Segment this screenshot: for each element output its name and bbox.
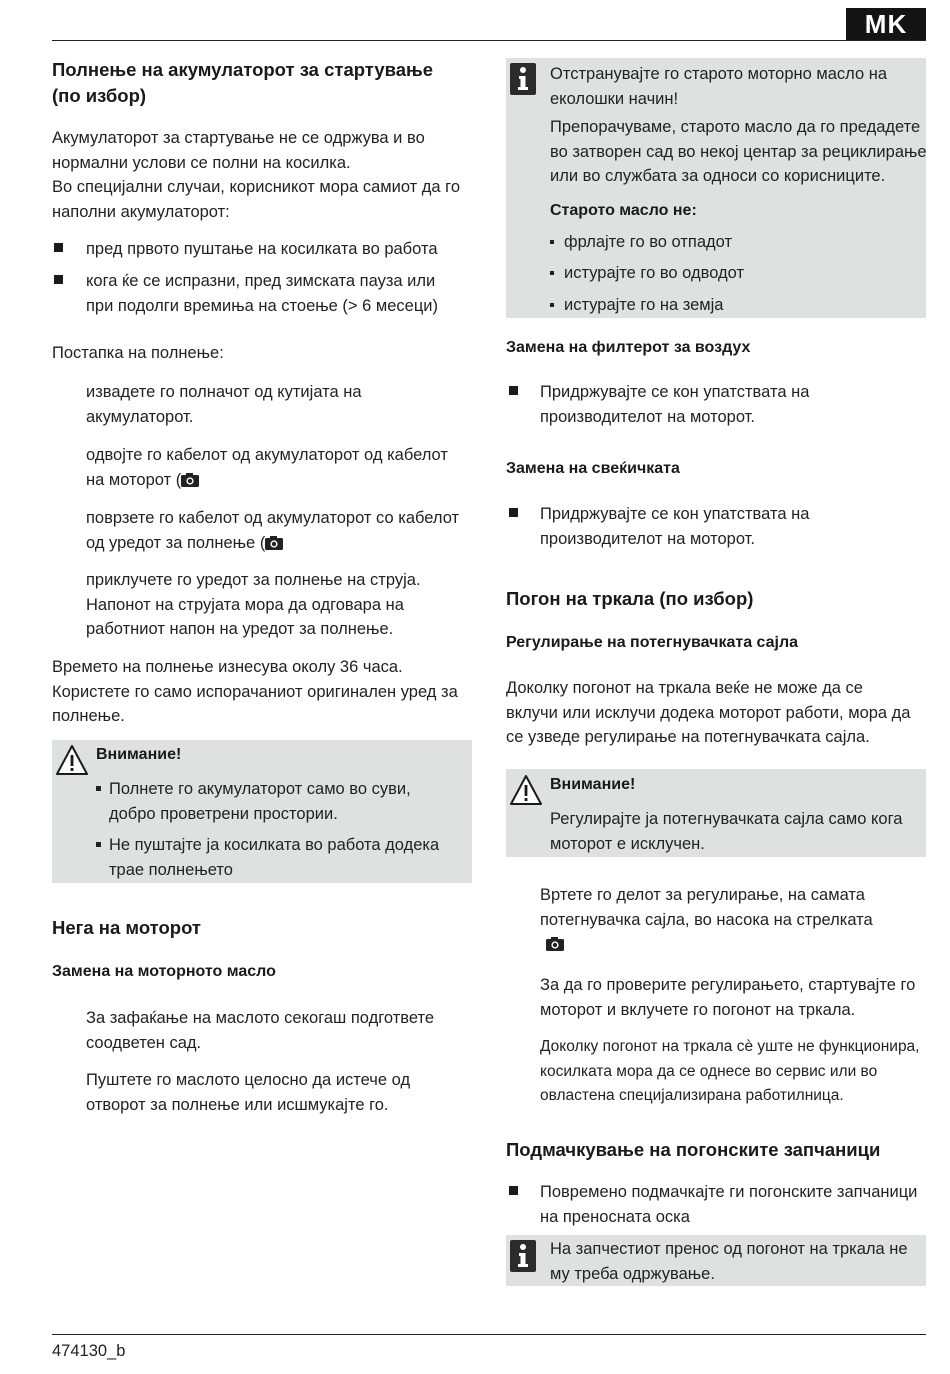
info-list-item [550, 230, 732, 255]
text-line: Придржувајте се кон упатствата на [540, 383, 810, 401]
text-line: моторот е исклучен. [550, 834, 705, 853]
text-line: Пуштете го маслото целосно да истече од [86, 1071, 411, 1089]
bullet-square [96, 786, 101, 791]
text-line: во затворен сад во некој центар за рециклирање [550, 142, 927, 161]
text-line: Доколку погонот на тркала веќе не може да се [506, 679, 863, 697]
text-line: потегнувачка сајла, во насока на стрелката [540, 910, 873, 929]
text-line: За зафаќање на маслото секогаш подгответе [86, 1009, 435, 1027]
bullet-square [54, 243, 63, 252]
intro-paragraph [52, 126, 460, 224]
procedure-step [86, 443, 448, 492]
text-segment: истурајте го во одводот [564, 264, 745, 282]
procedure-step [86, 568, 421, 642]
warning-text [550, 807, 902, 856]
text-line: моторот и вклучете го погонот на тркала. [540, 1000, 856, 1019]
text-line: одвојте го кабелот од акумулаторот од кабелот [86, 446, 448, 464]
text-line: му треба одржување. [550, 1264, 715, 1283]
text-line: Напонот на струјата мора да одговара на [86, 595, 404, 614]
text-line: Вртете го делот за регулирање, на самата [540, 886, 865, 904]
text-line: отворот за полнење или исшмукајте го. [86, 1095, 389, 1114]
text-segment: на моторот ( [86, 470, 182, 489]
header-rule [52, 40, 926, 41]
subsection-title-oil: Замена на моторното масло [52, 963, 276, 980]
drive-paragraph [506, 676, 910, 750]
text-line: Доколку погонот на тркала сè уште не функционира, [540, 1038, 920, 1055]
text-line: добро проветрени простории. [109, 804, 338, 823]
text-segment: Полнете го акумулаторот само во суви, [109, 780, 411, 798]
info-text [550, 115, 927, 189]
text-line [540, 932, 873, 957]
text-line: при подолги времиња на стоење (> 6 месеци) [86, 296, 438, 315]
bullet-square [550, 271, 554, 275]
text-line: Регулирајте ја потегнувачката сајла само кога [550, 810, 903, 828]
text-line: Времето на полнење изнесува околу 36 часа. [52, 658, 403, 676]
bullet-item [540, 380, 809, 429]
text-line: трае полнењето [109, 860, 233, 879]
camera-icon [265, 536, 283, 550]
bullet-square [550, 303, 554, 307]
info-icon [510, 1240, 536, 1272]
text-line: вклучи или исклучи додека моторот работи, мора да [506, 703, 911, 722]
text-line: На запчестиот пренос од погонот на тркала не [550, 1240, 908, 1258]
text-line: нормални услови се полни на косилка. [52, 153, 351, 172]
text-line: За да го проверите регулирањето, стартувајте го [540, 976, 916, 994]
info-list-item [550, 293, 723, 318]
text-line: Повремено подмачкајте ги погонските запчаници [540, 1183, 918, 1201]
bullet-item [540, 1180, 917, 1229]
bullet-square [550, 240, 554, 244]
camera-icon [181, 473, 199, 487]
text-segment: Не пуштајте ја косилката во работа додека [109, 836, 440, 854]
adjust-step [540, 883, 873, 957]
subsection-title-spark-plug: Замена на свеќичката [506, 460, 680, 477]
document-number: 474130_b [52, 1342, 126, 1360]
bullet-square [509, 508, 518, 517]
warning-item [96, 777, 411, 826]
procedure-label: Постапка на полнење: [52, 344, 224, 362]
text-line: полнење. [52, 707, 125, 725]
text-line: Акумулаторот за стартување не се одржува и во [52, 129, 425, 147]
text-line: еколошки начин! [550, 89, 679, 108]
text-line: производителот на моторот. [540, 407, 755, 426]
subsection-title-cable: Регулирање на потегнувачката сајла [506, 634, 799, 651]
text-line: извадете го полначот од кутијата на [86, 383, 362, 401]
text-line: кога ќе се испразни, пред зимската пауза или [86, 272, 436, 290]
procedure-step [86, 380, 362, 429]
section-title-line: Полнење на акумулаторот за стартување [52, 59, 434, 80]
subsection-title-air-filter: Замена на филтерот за воздух [506, 339, 751, 356]
text-line: наполни акумулаторот: [52, 202, 230, 221]
text-line: производителот на моторот. [540, 529, 755, 548]
adjust-step [540, 1035, 920, 1109]
text-line [96, 777, 411, 802]
adjust-step [540, 973, 915, 1022]
text-line: приклучете го уредот за полнење на струја. [86, 571, 421, 589]
text-line: Придржувајте се кон упатствата на [540, 505, 810, 523]
info-text [550, 1237, 908, 1286]
charge-time-paragraph [52, 655, 458, 729]
text-line: Во специјални случаи, корисникот мора самиот да го [52, 178, 460, 196]
bullet-square [96, 842, 101, 847]
bullet-item [540, 502, 809, 551]
section-title-gear-lubrication: Подмачкување на погонските запчаници [506, 1139, 881, 1160]
bullet-square [54, 275, 63, 284]
warning-title: Внимание! [550, 776, 636, 793]
section-title-battery [52, 57, 433, 109]
text-line [86, 531, 459, 556]
bullet-square [509, 1186, 518, 1195]
text-line: или во службата за односи со корисниците. [550, 167, 886, 185]
warning-title: Внимание! [96, 746, 182, 763]
footer-rule [52, 1334, 926, 1335]
text-line: соодветен сад. [86, 1033, 202, 1052]
camera-icon [546, 937, 564, 951]
info-text [550, 62, 887, 111]
info-icon [510, 63, 536, 95]
text-line: Користете го само испорачаниот оригинален уред за [52, 682, 458, 701]
warning-item [96, 833, 439, 882]
procedure-step [86, 506, 459, 555]
text-segment: од уредот за полнење ( [86, 533, 266, 552]
oil-step [86, 1068, 410, 1117]
bullet-item [86, 237, 438, 262]
text-segment: фрлајте го во отпадот [564, 233, 733, 251]
warning-triangle-icon [55, 744, 89, 776]
language-badge: MK [846, 8, 926, 41]
oil-step [86, 1006, 434, 1055]
text-line: овластена специјализирана работилница. [540, 1087, 844, 1104]
text-line: на преносната оска [540, 1207, 690, 1226]
bullet-square [509, 386, 518, 395]
text-line: акумулаторот. [86, 407, 194, 426]
section-title-engine-care: Нега на моторот [52, 917, 201, 938]
text-segment: истурајте го на земја [564, 296, 724, 314]
info-subtitle: Старото масло не: [550, 202, 697, 219]
section-title-wheel-drive: Погон на тркала (по избор) [506, 588, 754, 609]
info-list-item [550, 261, 744, 286]
text-line: пред првото пуштање на косилката во работа [86, 240, 438, 258]
text-line: работниот напон на уредот за полнење. [86, 620, 394, 638]
text-line [86, 468, 448, 493]
text-line: се узведе регулирање на потегнувачката сајла. [506, 728, 870, 746]
text-line: Отстранувајте го старото моторно масло на [550, 65, 888, 83]
text-line: поврзете го кабелот од акумулаторот со кабелот [86, 509, 460, 527]
section-title-line: (по избор) [52, 85, 147, 106]
text-line: Препорачуваме, старото масло да го предадете [550, 118, 921, 136]
text-line [96, 833, 439, 858]
bullet-item [86, 269, 438, 318]
warning-triangle-icon [509, 774, 543, 806]
text-line: косилката мора да се однесе во сервис или во [540, 1062, 878, 1080]
